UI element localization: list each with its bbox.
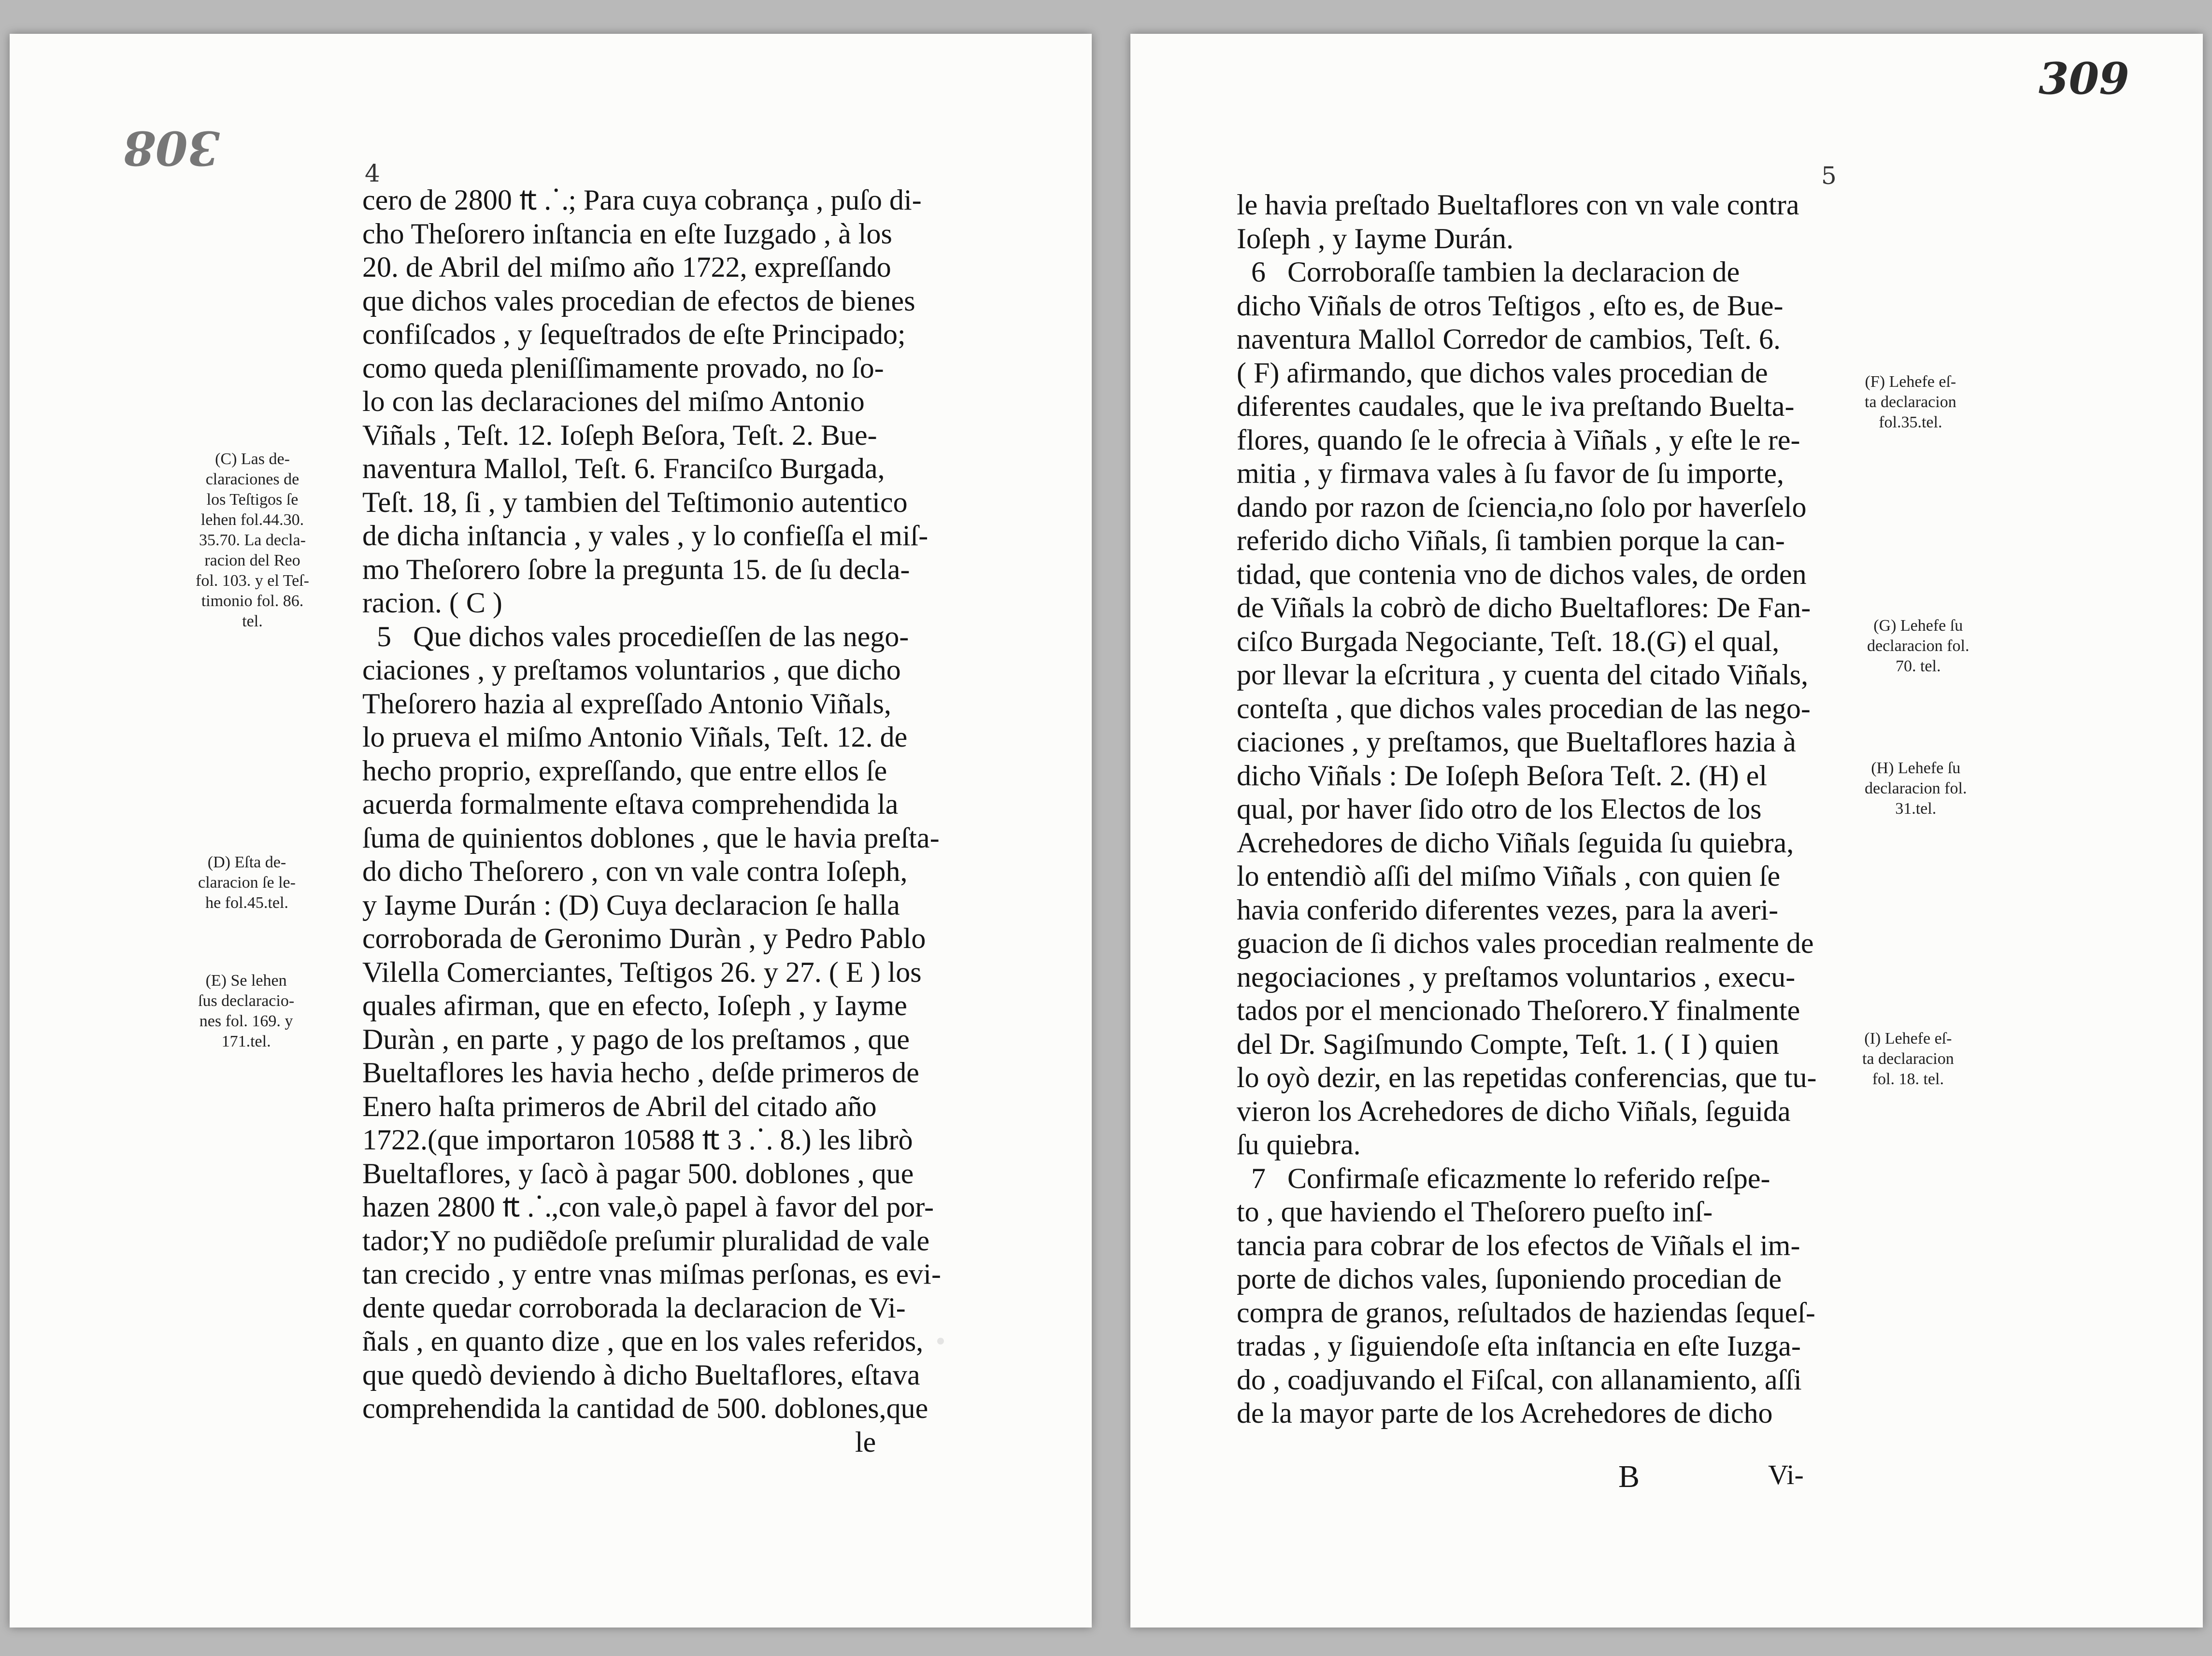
margin-note-i: (I) Lehefe eſ- ta declaracion fol. 18. tel. xyxy=(1862,1030,1954,1088)
page-number: 4 xyxy=(365,159,380,187)
margin-note-d: (D) Eſta de- claracion ſe le- he fol.45.tel. xyxy=(198,853,296,912)
body-text: le havia preſtado Bueltaflores con vn vale contra Ioſeph , y Iayme Durán. 6 Corroboraſſe tambien la declaracion de dicho Viñals de otros Teſtigos , eſto es, de Bue- naventura Mallol Corredor de cambios, Teſt. 6. ( F) afirmando, que dichos vales procedian de diferentes caudales, que le iva preſtando Buelta- flores, quando ſe le ofrecia à Viñals , y eſte le re- mitia , y firmava vales à ſu favor de ſu importe, dando por razon de ſciencia,no ſolo por haverſelo referido dicho Viñals, ſi tambien porque la can- tidad, que contenia vno de dichos vales, de orden de Viñals la cobrò de dicho Bueltaflores: De Fan- ciſco Burgada Negociante, Teſt. 18.(G) el qual, por llevar la eſcritura , y cuenta del citado Viñals, conteſta , que dichos vales procedian de las nego- ciaciones , y preſtamos, que Bueltaflores hazia à dicho Viñals : De Ioſeph Beſora Teſt. 2. (H) el qual, por haver ſido otro de los Electos de los Acrehedores de dicho Viñals ſeguida ſu quiebra, lo entendiò aſſi del miſmo Viñals , con quien ſe havia conferido diferentes vezes, para la averi- guacion de ſi dichos vales procedian realmente de negociaciones , y preſtamos voluntarios , execu- tados por el mencionado Theſorero.Y finalmente del Dr. Sagiſmundo Compte, Teſt. 1. ( I ) quien lo oyò dezir, en las repetidas conferencias, que tu- vieron los Acrehedores de dicho Viñals, ſeguida ſu quiebra. 7 Confirmaſe eficazmente lo referido reſpe- to , que haviendo el Theſorero pueſto inſ- tancia para cobrar de los efectos de Viñals el im- porte de dichos vales, ſuponiendo procedian de compra de granos, reſultados de haziendas ſequeſ- tradas , y ſiguiendoſe eſta inſtancia en eſte Iuzga- do , coadjuvando el Fiſcal, con allanamiento, aſſi de la mayor parte de los Acrehedores de dicho xyxy=(1237,189,1817,1429)
handwritten-folio-number: 308 xyxy=(123,121,220,175)
left-page xyxy=(10,34,1092,1628)
margin-note-e: (E) Se lehen ſus declaracio- nes fol. 169. y 171.tel. xyxy=(198,972,295,1050)
catchword: Vi- xyxy=(1768,1459,1804,1490)
margin-note-g: (G) Lehefe ſu declaracion fol. 70. tel. xyxy=(1867,617,1969,675)
margin-note-c: (C) Las de- claraciones de los Teſtigos ſe lehen fol.44.30. 35.70. La decla- racion del Reo fol. 103. y el Teſ- timonio fol. 86. tel. xyxy=(196,450,309,630)
paper-speck xyxy=(937,1338,944,1345)
right-page xyxy=(1130,34,2203,1628)
body-text: cero de 2800 ₶ ⸫; Para cuya cobrança , puſo di- cho Theſorero inſtancia en eſte Iuzgado , à los 20. de Abril del miſmo año 1722, expreſſando que dichos vales procedian de efectos de bienes confiſcados , y ſequeſtrados de eſte Principado; como queda pleniſſimamente provado, no ſo- lo con las declaraciones del miſmo Antonio Viñals , Teſt. 12. Ioſeph Beſora, Teſt. 2. Bue- naventura Mallol, Teſt. 6. Franciſco Burgada, Teſt. 18, ſi , y tambien del Teſtimonio autentico de dicha inſtancia , y vales , y lo confieſſa el miſ- mo Theſorero ſobre la pregunta 15. de ſu decla- racion. ( C ) 5 Que dichos vales procedieſſen de las nego- ciaciones , y preſtamos voluntarios , que dicho Theſorero hazia al expreſſado Antonio Viñals, lo prueva el miſmo Antonio Viñals, Teſt. 12. de hecho proprio, expreſſando, que entre ellos ſe acuerda formalmente eſtava comprehendida la ſuma de quinientos doblones , que le havia preſta- do dicho Theſorero , con vn vale contra Ioſeph, y Iayme Durán : (D) Cuya declaracion ſe halla corroborada de Geronimo Duràn , y Pedro Pablo Vilella Comerciantes, Teſtigos 26. y 27. ( E ) los quales afirman, que en efecto, Ioſeph , y Iayme Duràn , en parte , y pago de los preſtamos , que Bueltaflores les havia hecho , deſde primeros de Enero haſta primeros de Abril del citado año 1722.(que importaron 10588 ₶ 3 ⸫ 8.) les librò Bueltaflores, y ſacò à pagar 500. doblones , que hazen 2800 ₶ ⸫,con vale,ò papel à favor del por- tador;Y no pudiẽdoſe preſumir pluralidad de vale tan crecido , y entre vnas miſmas perſonas, es evi- dente quedar corroborada la declaracion de Vi- ñals , en quanto dize , que en los vales referidos, que quedò deviendo à dicho Bueltaflores, eſtava comprehendida la cantidad de 500. doblones,que le xyxy=(362,184,941,1458)
handwritten-folio-number: 309 xyxy=(2039,53,2129,104)
margin-note-h: (H) Lehefe ſu declaracion fol. 31.tel. xyxy=(1865,759,1967,818)
margin-note-f: (F) Lehefe eſ- ta declaracion fol.35.tel. xyxy=(1865,373,1956,431)
page-number: 5 xyxy=(1821,162,1837,190)
signature-mark: B xyxy=(1618,1459,1640,1494)
